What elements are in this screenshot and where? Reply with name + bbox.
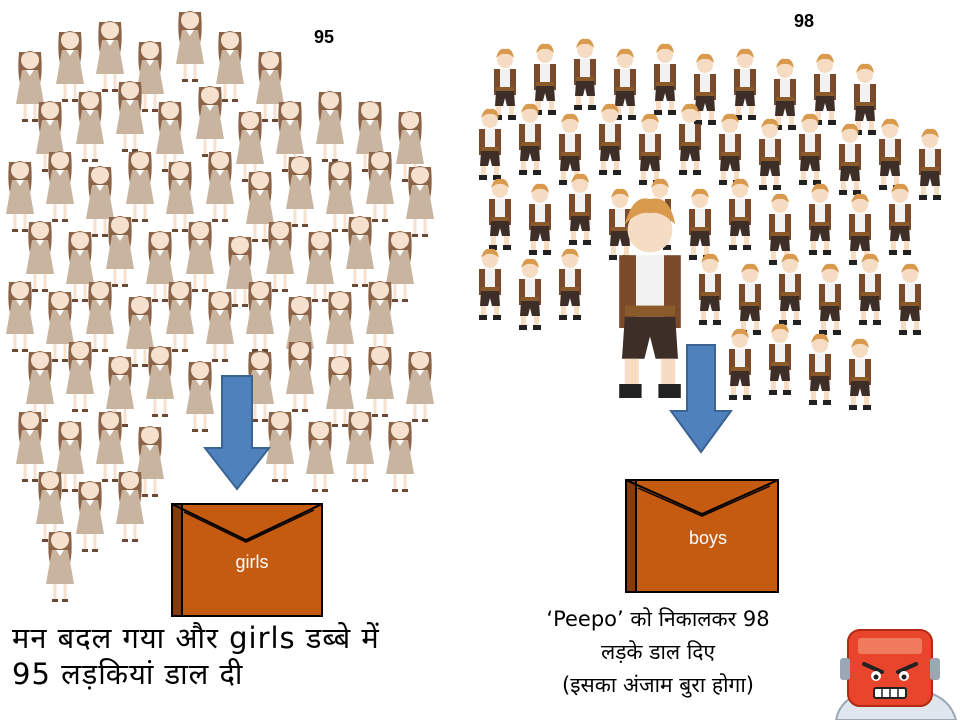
- boys-caption: [498, 603, 818, 702]
- boys-down-arrow-icon: [668, 343, 734, 455]
- girls-count-label: 95: [314, 27, 335, 47]
- girls-down-arrow-icon: [202, 374, 272, 492]
- boys-count-label: 98: [794, 11, 815, 31]
- girls-caption: [12, 620, 462, 692]
- angry-robot-icon: [826, 628, 960, 720]
- boys-caption-line3: (इसका अंजाम बुरा होगा): [562, 673, 754, 697]
- girls-caption-line1: मन बदल गया और girls डब्बे में: [12, 621, 380, 655]
- girls-box-label: girls: [235, 552, 269, 572]
- girls-caption-line2: 95 लड़कियां डाल दी: [12, 657, 244, 691]
- boys-caption-line2: लड़के डाल दिए: [600, 640, 716, 664]
- boys-caption-line1: ‘Peepo’ को निकालकर 98: [546, 607, 770, 631]
- boys-box-label: boys: [688, 528, 728, 548]
